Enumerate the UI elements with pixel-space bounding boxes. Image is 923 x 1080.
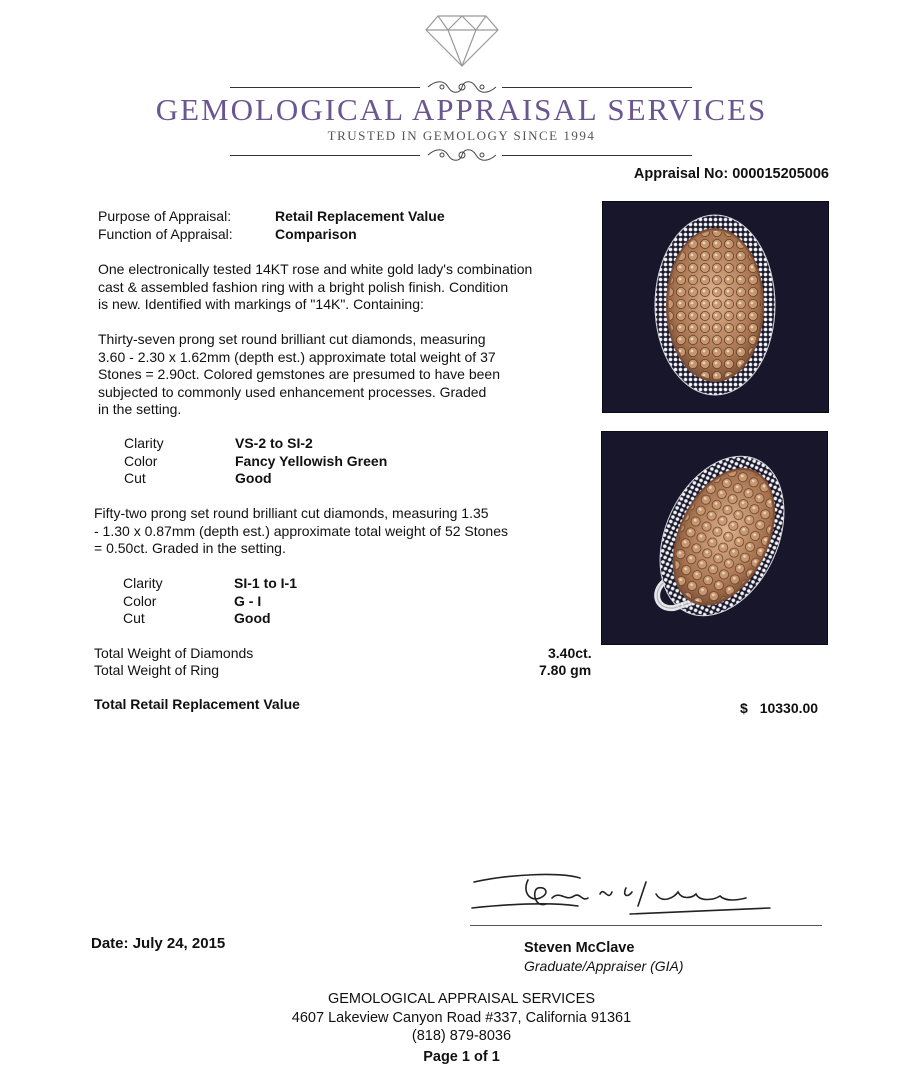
group2-color-label: Color [123, 593, 157, 609]
footer-phone: (818) 879-8036 [411, 1028, 512, 1044]
stones-line: subjected to commonly used enhancement processes. Graded [98, 383, 487, 400]
stones-line: Thirty-seven prong set round brilliant cut diamonds, measuring [98, 331, 486, 347]
page-number: Page 1 of 1 [423, 1048, 500, 1065]
function-label: Function of Appraisal: [98, 226, 233, 242]
ring-side-view-image [602, 432, 827, 644]
group2-clarity-value: SI-1 to I-1 [234, 575, 298, 591]
stones-group2-description [94, 505, 594, 558]
description-line: cast & assembled fashion ring with a bright polish finish. Condition [98, 278, 509, 295]
stones-group1-description [98, 331, 598, 419]
header-top-rule-right [502, 87, 692, 88]
header-bottom-rule-right [502, 155, 692, 156]
appraiser-name: Steven McClave [524, 940, 635, 956]
header-top-rule [230, 87, 420, 88]
stones-line: 3.60 - 2.30 x 1.62mm (depth est.) approximate total weight of 37 [98, 348, 496, 365]
stones-line: Fifty-two prong set round brilliant cut diamonds, measuring 1.35 [94, 505, 489, 521]
footer [0, 990, 923, 1066]
stones-line: = 0.50ct. Graded in the setting. [94, 540, 286, 556]
group1-cut-label: Cut [124, 470, 146, 486]
function-value: Comparison [275, 226, 357, 242]
retail-value [740, 700, 818, 717]
date [91, 935, 225, 952]
footer-company: GEMOLOGICAL APPRAISAL SERVICES [327, 991, 595, 1007]
group1-color-label: Color [124, 453, 158, 469]
stones-line: - 1.30 x 0.87mm (depth est.) approximate total weight of 52 Stones [94, 522, 508, 539]
footer-address: 4607 Lakeview Canyon Road #337, California 91361 [291, 1009, 632, 1026]
ring-photo-top [602, 201, 829, 413]
appraisal-number-value: 000015205006 [732, 166, 829, 182]
group1-cut-value: Good [235, 470, 272, 486]
ring-description [98, 261, 598, 314]
handwritten-signature [470, 868, 800, 930]
stones-line: Stones = 2.90ct. Colored gemstones are presumed to have been [98, 366, 500, 382]
company-logo-title: GEMOLOGICAL APPRAISAL SERVICES [155, 92, 768, 127]
group1-color-value: Fancy Yellowish Green [235, 453, 388, 469]
group2-clarity-label: Clarity [123, 575, 163, 591]
signature-line [470, 925, 822, 926]
description-line: is new. Identified with markings of "14K". Containing: [98, 296, 424, 312]
group1-clarity-label: Clarity [124, 435, 164, 451]
group2-cut-label: Cut [123, 610, 145, 626]
total-diamonds-label: Total Weight of Diamonds [94, 645, 254, 661]
group2-color-value: G - I [234, 593, 262, 609]
retail-amount: 10330.00 [759, 700, 819, 716]
total-diamonds-value: 3.40ct. [548, 645, 592, 661]
company-tagline: TRUSTED IN GEMOLOGY SINCE 1994 [327, 128, 596, 143]
header-bottom-rule [230, 155, 420, 156]
description-line: One electronically tested 14KT rose and white gold lady's combination [98, 261, 533, 277]
diamond-icon [424, 12, 500, 68]
appraiser-title: Graduate/Appraiser (GIA) [524, 958, 684, 974]
appraisal-number [634, 166, 829, 183]
group2-cut-value: Good [234, 610, 271, 626]
ring-top-view-image [603, 202, 828, 412]
ring-photo-side [601, 431, 828, 645]
retail-value-label: Total Retail Replacement Value [94, 696, 300, 712]
date-value: July 24, 2015 [132, 935, 226, 952]
stones-line: in the setting. [98, 401, 182, 417]
appraisal-number-label: Appraisal No: [633, 166, 729, 182]
date-label: Date: [91, 935, 129, 952]
flourish-bottom-icon [426, 146, 498, 164]
group1-clarity-value: VS-2 to SI-2 [235, 435, 313, 451]
purpose-label: Purpose of Appraisal: [98, 208, 232, 224]
currency-symbol: $ [740, 700, 748, 716]
total-ring-value: 7.80 gm [539, 662, 592, 678]
total-ring-label: Total Weight of Ring [94, 662, 220, 678]
purpose-value: Retail Replacement Value [275, 208, 445, 224]
